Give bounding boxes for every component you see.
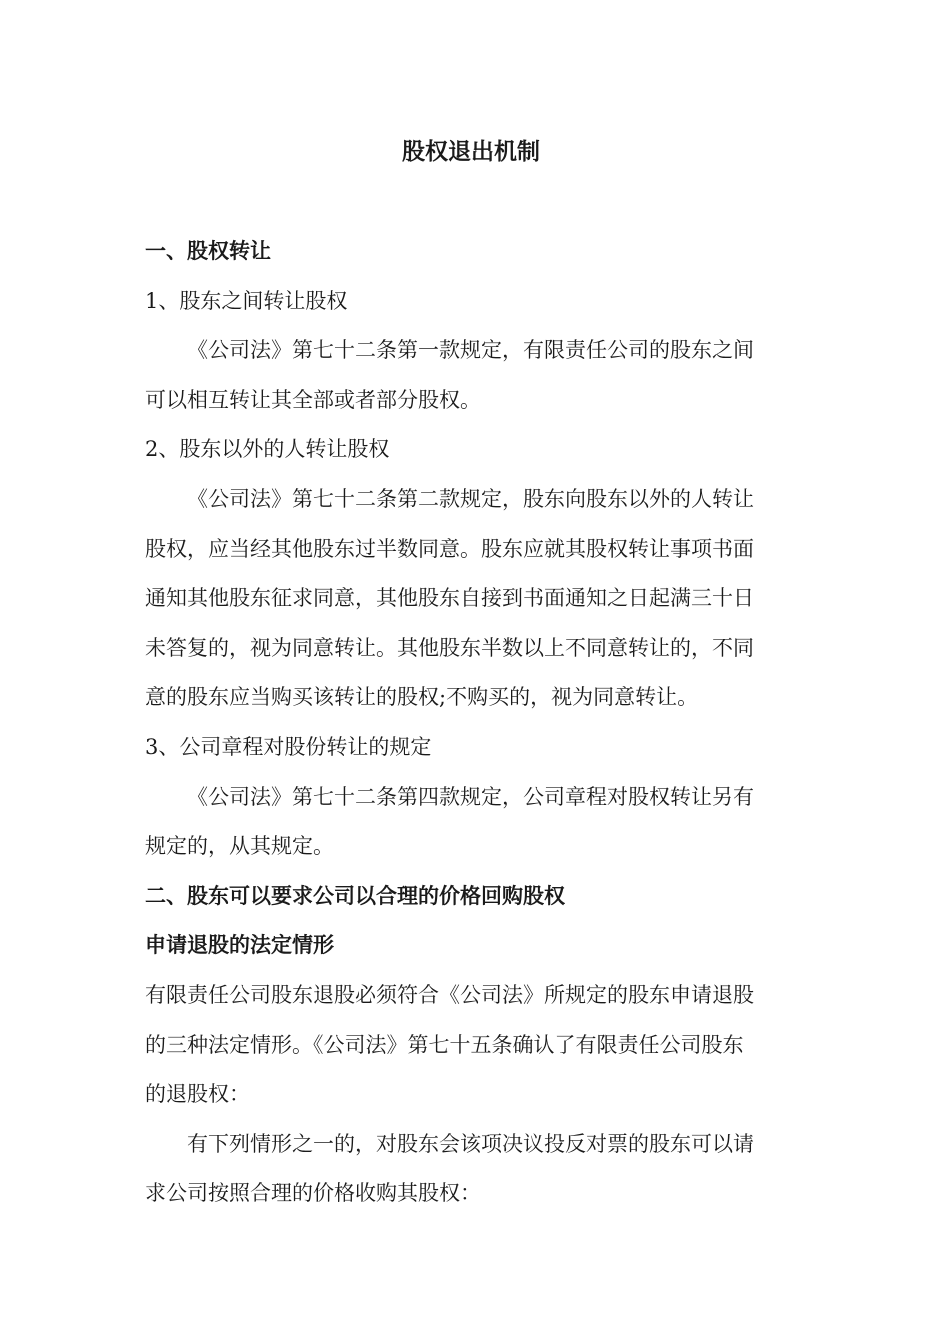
- paragraph-line: 的退股权：: [145, 1082, 250, 1107]
- section-heading: 一、股权转让: [145, 239, 271, 263]
- section-heading: 二、股东可以要求公司以合理的价格回购股权: [145, 883, 565, 908]
- paragraph-line: 规定的，从其规定。: [145, 834, 334, 859]
- paragraph-line: 可以相互转让其全部或者部分股权。: [145, 387, 481, 412]
- paragraph-line: 的三种法定情形。《公司法》第七十五条确认了有限责任公司股东: [145, 1032, 744, 1057]
- subsection-heading: 3、公司章程对股份转让的规定: [145, 734, 432, 759]
- paragraph-line: 求公司按照合理的价格收购其股权：: [145, 1181, 481, 1206]
- document-body: [145, 227, 797, 1219]
- paragraph-line: 有下列情形之一的，对股东会该项决议投反对票的股东可以请: [187, 1131, 754, 1156]
- paragraph-line: 未答复的，视为同意转让。其他股东半数以上不同意转让的，不同: [145, 635, 754, 660]
- document-title: 股权退出机制: [402, 139, 540, 165]
- paragraph-line: 有限责任公司股东退股必须符合《公司法》所规定的股东申请退股: [145, 982, 754, 1007]
- paragraph-line: 《公司法》第七十二条第二款规定，股东向股东以外的人转让: [187, 486, 754, 511]
- subsection-heading: 1、股东之间转让股权: [145, 288, 348, 313]
- paragraph-line: 《公司法》第七十二条第一款规定，有限责任公司的股东之间: [187, 338, 754, 363]
- paragraph-line: 通知其他股东征求同意，其他股东自接到书面通知之日起满三十日: [145, 586, 754, 611]
- subsection-heading: 2、股东以外的人转让股权: [145, 437, 390, 462]
- paragraph-line: 意的股东应当购买该转让的股权;不购买的，视为同意转让。: [145, 685, 699, 710]
- paragraph-line: 《公司法》第七十二条第四款规定，公司章程对股权转让另有: [187, 784, 754, 809]
- paragraph-line: 股权，应当经其他股东过半数同意。股东应就其股权转让事项书面: [145, 536, 754, 561]
- subsection-heading-bold: 申请退股的法定情形: [145, 933, 334, 958]
